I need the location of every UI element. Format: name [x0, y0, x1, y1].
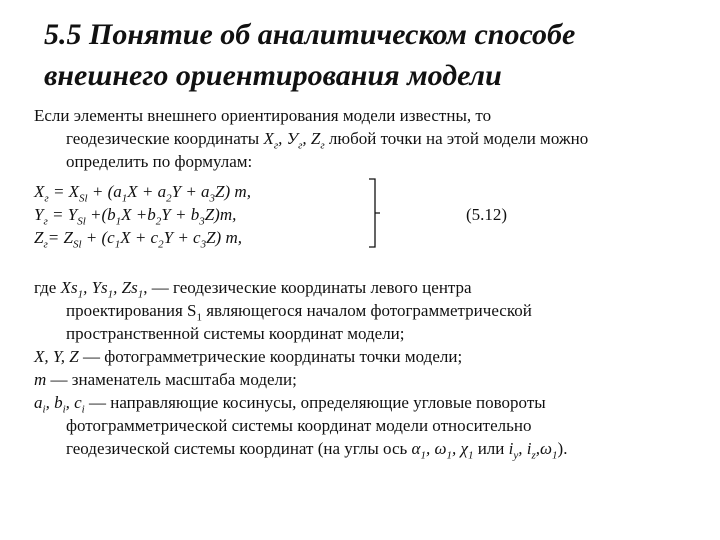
- title-line-2: внешнего ориентирования модели: [44, 59, 502, 92]
- legend-item-4-line-3c: ).: [557, 439, 568, 458]
- legend-item-3-text: — знаменатель масштаба модели;: [46, 370, 297, 389]
- legend-item-1-line-3: пространственной системы координат модели;: [66, 324, 405, 343]
- legend-item-2: [34, 345, 694, 368]
- legend-item-3-var: m: [34, 370, 47, 389]
- formula-y: $Y_г = Y_{Sl} +(b_1X +b_2Y + b_3Z)m$,: [34, 205, 237, 228]
- title-line-1: 5.5 Понятие об аналитическом способе: [44, 18, 576, 51]
- geodetic-coords: $X_г$, $У_г$, $Z_г$: [263, 129, 325, 152]
- legend-item-2-vars: X, Y, Z: [34, 347, 79, 366]
- legend-item-1: [34, 276, 720, 345]
- legend-lead: где: [34, 278, 61, 297]
- angles-set-2: $i_y$, $i_z,\omega_1$: [508, 439, 558, 462]
- equation-number: (5.12): [466, 205, 508, 224]
- intro-line-1: Если элементы внешнего ориентирования модели известны, то: [34, 106, 492, 125]
- intro-line-2b: любой точки на этой модели можно: [324, 129, 589, 148]
- legend-item-1-line-2a: проектирования S: [66, 301, 197, 320]
- direction-cosines: $a_i$, $b_i$, $c_i$: [34, 393, 85, 416]
- intro-line-3: определить по формулам:: [66, 152, 253, 171]
- projection-center-coords: $Xs_1$, $Ys_1$, $Zs_1$: [60, 278, 144, 301]
- angles-set-1: $\alpha_1$, $\omega_1$, $\chi_1$: [411, 439, 474, 462]
- legend-item-3: [34, 368, 694, 391]
- legend-item-4-line-3a: геодезической системы координат (на углы ось: [66, 439, 412, 458]
- legend-item-4-line-2: фотограмметрической системы координат модели относительно: [66, 416, 532, 435]
- legend-item-4-line-1: — направляющие косинусы, определяющие угловые повороты: [84, 393, 546, 412]
- legend-item-1-sub: 1: [196, 311, 202, 324]
- intro-line-2a: геодезические координаты: [66, 129, 264, 148]
- intro-paragraph: [34, 104, 720, 173]
- formula-x: $X_г = X_{Sl} + (a_1X + a_2Y + a_3Z)$ m,: [34, 182, 251, 205]
- legend-item-1-line-2b: являющегося началом фотограмметрической: [201, 301, 532, 320]
- legend-item-4: [34, 391, 720, 460]
- page-title: [44, 14, 704, 96]
- formula-z: $Z_г= Z_{Sl} + (c_1X + c_2Y + c_3Z)$ m,: [34, 228, 242, 251]
- formula-bracket: [368, 178, 380, 248]
- legend-item-1-rest: , — геодезические координаты левого центра: [143, 278, 472, 297]
- legend-item-4-line-3b: или: [473, 439, 509, 458]
- legend-item-2-text: — фотограмметрические координаты точки модели;: [78, 347, 463, 366]
